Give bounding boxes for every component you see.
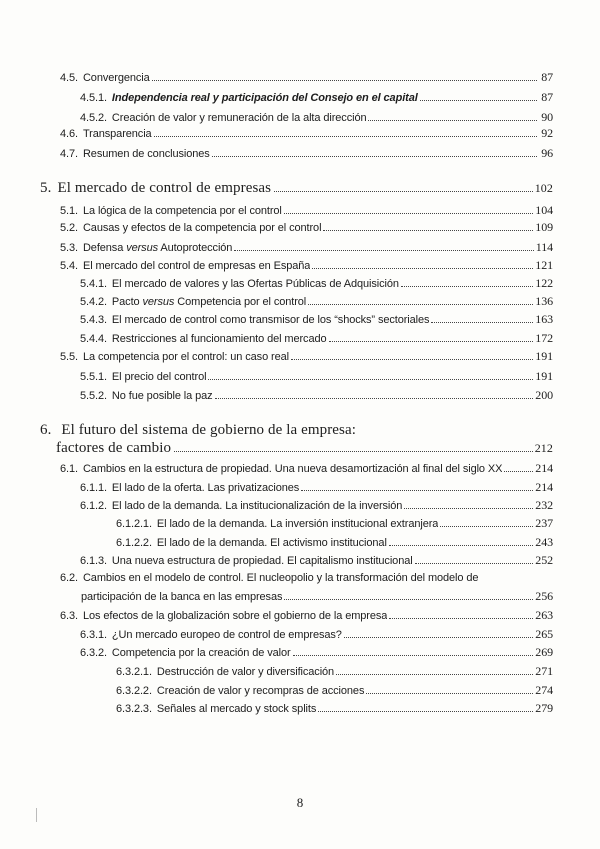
page-ref: 191 — [535, 349, 553, 363]
dot-leader — [234, 250, 533, 251]
chapter-6-heading-line1 — [40, 422, 356, 439]
page-ref: 172 — [535, 331, 553, 345]
toc-entry-5-4-4 — [80, 331, 553, 346]
section-title: No fue posible la paz — [111, 390, 213, 402]
section-title: El precio del control — [111, 371, 207, 383]
section-title: Competencia por la creación de valor — [111, 647, 291, 659]
toc-entry-6-3-2-2 — [116, 683, 553, 698]
section-number: 5.4.4. — [80, 333, 107, 345]
section-number: 6.1.2. — [80, 500, 107, 512]
section-title: Resumen de conclusiones — [82, 148, 210, 160]
section-title: El mercado del control de empresas en España — [82, 260, 311, 272]
section-title: Causas y efectos de la competencia por el control — [82, 222, 322, 234]
dot-leader — [336, 674, 533, 675]
section-number: 6.1.1. — [80, 482, 107, 494]
section-number: 6.3.2.1. — [116, 666, 152, 678]
dot-leader — [431, 322, 533, 323]
section-number: 4.5. — [60, 72, 78, 84]
page-ref: 109 — [535, 220, 553, 234]
section-title: Transparencia — [82, 128, 152, 140]
section-number: 6.1.3. — [80, 555, 107, 567]
section-number: 6.3.2. — [80, 647, 107, 659]
chapter-title: El mercado de control de empresas — [57, 180, 272, 196]
page-ref: 237 — [535, 516, 553, 530]
section-title: Una nueva estructura de propiedad. El capitalismo institucional — [111, 555, 413, 567]
section-number: 6.2. — [60, 572, 78, 584]
section-number: 6.3.2.2. — [116, 685, 152, 697]
toc-entry-6-3-2-1 — [116, 664, 553, 679]
section-number: 5.4.3. — [80, 314, 107, 326]
chapter-title-continued: factores de cambio — [56, 440, 172, 456]
toc-entry-5-4-3 — [80, 312, 553, 327]
toc-entry-6-3-1 — [80, 627, 553, 642]
title-part: Competencia por el control — [174, 296, 307, 308]
page-ref: 102 — [534, 181, 553, 195]
section-title: El lado de la demanda. La inversión institucional extranjera — [156, 518, 439, 530]
dot-leader — [504, 471, 533, 472]
section-number: 6.3. — [60, 610, 78, 622]
section-number: 5.1. — [60, 205, 78, 217]
section-number: 6.1.2.2. — [116, 537, 152, 549]
toc-entry-6-2-line2 — [81, 589, 553, 604]
section-title: La competencia por el control: un caso real — [82, 351, 289, 363]
toc-entry-4-5 — [60, 70, 553, 85]
page-ref: 121 — [535, 258, 553, 272]
page-ref: 279 — [535, 701, 553, 715]
page-ref: 271 — [535, 664, 553, 678]
chapter-number: 6. — [40, 422, 52, 438]
page-ref: 232 — [535, 498, 553, 512]
toc-entry-5-1 — [60, 203, 553, 218]
dot-leader — [308, 304, 533, 305]
section-number: 4.7. — [60, 148, 78, 160]
page-ref: 265 — [535, 627, 553, 641]
chapter-6-heading-line2 — [56, 440, 553, 457]
page-ref: 200 — [535, 388, 553, 402]
page-ref: 90 — [541, 110, 553, 124]
section-title: Convergencia — [82, 72, 150, 84]
dot-leader — [312, 268, 533, 269]
dot-leader — [318, 711, 533, 712]
page-ref: 87 — [541, 70, 553, 84]
dot-leader — [208, 379, 533, 380]
toc-entry-4-5-2 — [80, 110, 553, 125]
page-ref: 212 — [534, 441, 553, 455]
page-number: 8 — [296, 795, 304, 810]
dot-leader — [301, 490, 533, 491]
section-number: 6.3.1. — [80, 629, 107, 641]
toc-entry-4-6 — [60, 126, 553, 141]
toc-entry-6-3 — [60, 608, 553, 623]
section-number: 5.5. — [60, 351, 78, 363]
section-title: ¿Un mercado europeo de control de empresas? — [111, 629, 342, 641]
toc-entry-6-3-2-3 — [116, 701, 553, 716]
dot-leader — [368, 120, 537, 121]
section-title-continued: participación de la banca en las empresas — [81, 591, 283, 603]
dot-leader — [389, 545, 533, 546]
toc-entry-6-1 — [60, 461, 553, 476]
page-ref: 92 — [541, 126, 553, 140]
section-title: El lado de la oferta. Las privatizaciones — [111, 482, 300, 494]
dot-leader — [415, 563, 534, 564]
section-number: 5.3. — [60, 242, 78, 254]
page-ref: 87 — [541, 90, 553, 104]
section-number: 6.3.2.3. — [116, 703, 152, 715]
dot-leader — [152, 80, 537, 81]
toc-entry-5-5-1 — [80, 369, 553, 384]
section-title: El mercado de valores y las Ofertas Públicas de Adquisición — [111, 278, 399, 290]
section-number: 5.5.2. — [80, 390, 107, 402]
section-title: Cambios en la estructura de propiedad. Una nueva desamortización al final del siglo XX — [82, 463, 503, 475]
dot-leader — [215, 398, 534, 399]
title-part: Autoprotección — [158, 242, 233, 254]
section-title: Creación de valor y remuneración de la alta dirección — [111, 112, 367, 124]
section-title — [112, 296, 306, 308]
section-number: 5.2. — [60, 222, 78, 234]
toc-entry-5-3 — [60, 240, 553, 255]
title-emphasis: versus — [126, 242, 158, 254]
dot-leader — [284, 599, 533, 600]
toc-entry-5-2 — [60, 220, 553, 235]
section-title: Señales al mercado y stock splits — [156, 703, 317, 715]
section-number: 6.1.2.1. — [116, 518, 152, 530]
section-number: 6.1. — [60, 463, 78, 475]
page-ref: 256 — [535, 589, 553, 603]
section-title: El lado de la demanda. El activismo institucional — [156, 537, 387, 549]
dot-leader — [329, 341, 534, 342]
section-title: Los efectos de la globalización sobre el gobierno de la empresa — [82, 610, 388, 622]
dot-leader — [440, 526, 533, 527]
section-title: Cambios en el modelo de control. El nucleopolio y la transformación del modelo de — [82, 572, 479, 584]
section-title: Restricciones al funcionamiento del mercado — [111, 333, 327, 345]
dot-leader — [420, 100, 537, 101]
title-part: Pacto — [111, 296, 143, 308]
section-title — [83, 242, 232, 254]
section-number: 5.4. — [60, 260, 78, 272]
section-title: El mercado de control como transmisor de los “shocks” sectoriales — [111, 314, 430, 326]
page-ref: 274 — [535, 683, 553, 697]
page-ref: 191 — [535, 369, 553, 383]
dot-leader — [212, 156, 537, 157]
section-number: 5.5.1. — [80, 371, 107, 383]
section-title: Creación de valor y recompras de acciones — [156, 685, 365, 697]
page-ref: 252 — [535, 553, 553, 567]
page-ref: 114 — [535, 240, 553, 254]
section-number: 4.5.1. — [80, 92, 107, 104]
page-ref: 163 — [535, 312, 553, 326]
dot-leader — [274, 191, 533, 192]
title-part: Defensa — [82, 242, 127, 254]
toc-entry-6-1-3 — [80, 553, 553, 568]
section-title: La lógica de la competencia por el control — [82, 205, 282, 217]
section-number: 5.4.1. — [80, 278, 107, 290]
toc-entry-5-4-2 — [80, 294, 553, 309]
toc-entry-4-7 — [60, 146, 553, 161]
toc-entry-6-1-1 — [80, 480, 553, 495]
toc-entry-6-1-2-2 — [116, 535, 553, 550]
dot-leader — [293, 655, 534, 656]
scan-edge-mark — [36, 808, 37, 822]
dot-leader — [291, 359, 533, 360]
page-ref: 96 — [541, 146, 553, 160]
section-number: 4.5.2. — [80, 112, 107, 124]
page-ref: 269 — [535, 645, 553, 659]
toc-entry-5-4-1 — [80, 276, 553, 291]
section-number: 4.6. — [60, 128, 78, 140]
toc-entry-6-2-line1 — [60, 572, 553, 584]
page-ref: 122 — [535, 276, 553, 290]
dot-leader — [404, 508, 533, 509]
section-title: Independencia real y participación del Consejo en el capital — [111, 92, 418, 104]
toc-entry-6-1-2 — [80, 498, 553, 513]
toc-entry-5-4 — [60, 258, 553, 273]
toc-entry-4-5-1 — [80, 90, 553, 105]
dot-leader — [174, 451, 533, 452]
dot-leader — [389, 618, 533, 619]
section-number: 5.4.2. — [80, 296, 107, 308]
page-ref: 214 — [535, 461, 553, 475]
section-title: El lado de la demanda. La institucionalización de la inversión — [111, 500, 403, 512]
dot-leader — [401, 286, 533, 287]
title-emphasis: versus — [142, 296, 175, 308]
page-ref: 104 — [535, 203, 553, 217]
page-ref: 136 — [535, 294, 553, 308]
dot-leader — [154, 136, 537, 137]
dot-leader — [323, 230, 533, 231]
page-ref: 243 — [535, 535, 553, 549]
chapter-5-heading — [40, 180, 553, 197]
toc-entry-5-5 — [60, 349, 553, 364]
dot-leader — [344, 637, 533, 638]
chapter-title: El futuro del sistema de gobierno de la empresa: — [61, 422, 357, 438]
toc-entry-5-5-2 — [80, 388, 553, 403]
dot-leader — [284, 213, 534, 214]
toc-entry-6-3-2 — [80, 645, 553, 660]
toc-entry-6-1-2-1 — [116, 516, 553, 531]
section-title: Destrucción de valor y diversificación — [156, 666, 335, 678]
dot-leader — [366, 693, 533, 694]
chapter-number: 5. — [40, 180, 52, 196]
page-ref: 214 — [535, 480, 553, 494]
page-ref: 263 — [535, 608, 553, 622]
